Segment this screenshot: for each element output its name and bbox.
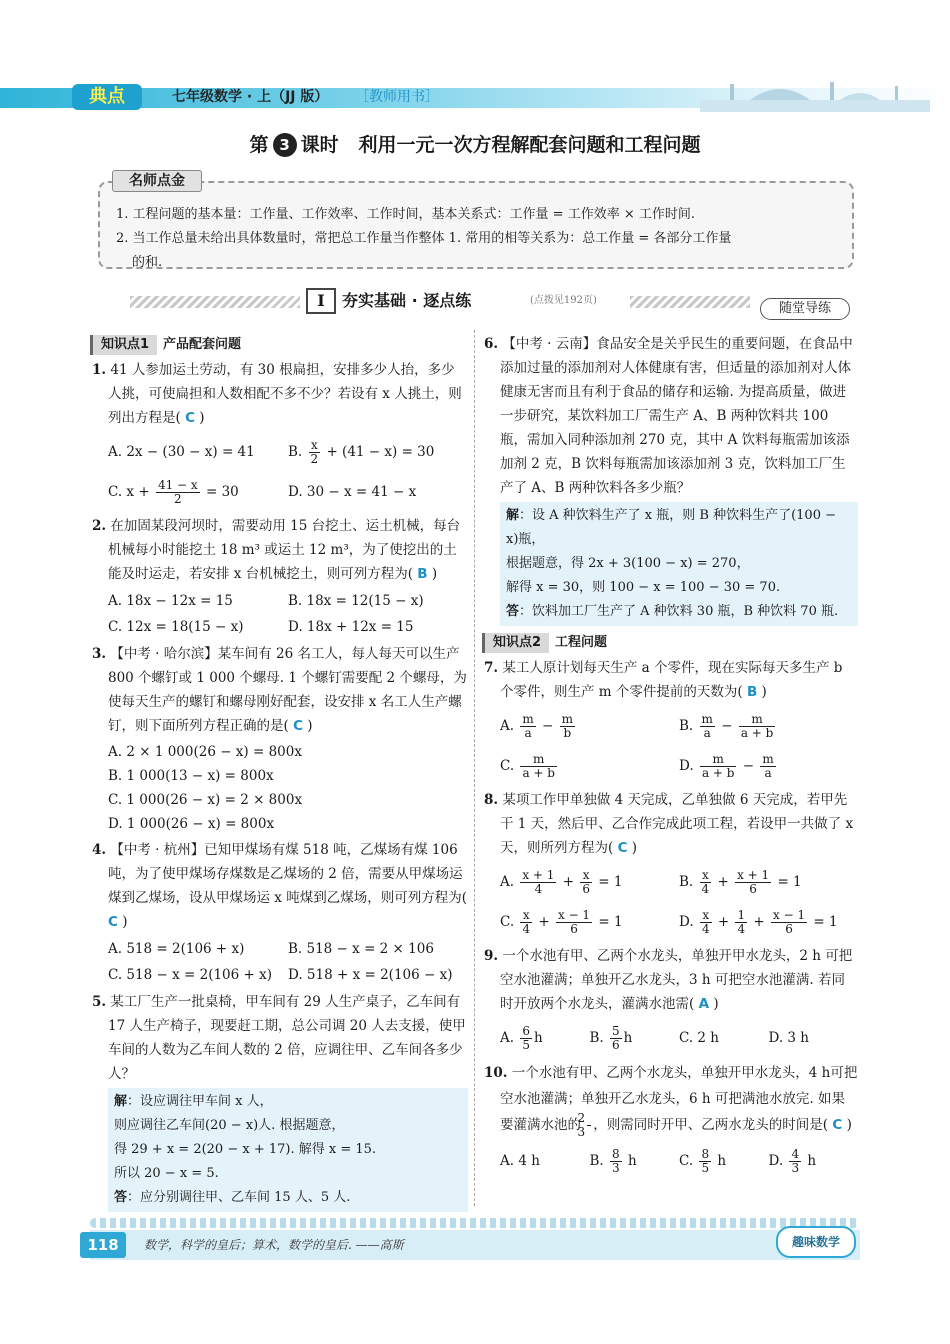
denominator: 2: [310, 452, 319, 466]
question-number: 9.: [484, 948, 499, 964]
answer-text: ：应分别调往甲、乙车间 15 人、5 人.: [127, 1190, 351, 1205]
option-c: [108, 472, 288, 512]
q2-options: [90, 588, 468, 640]
option-c: C. 12x = 18(15 − x): [108, 619, 244, 635]
answer-label: 答: [506, 604, 520, 619]
option-d: D. 1 000(26 − x) = 800x: [108, 816, 275, 832]
knowledge-point-2: [482, 630, 858, 652]
paren-close: ): [846, 1117, 852, 1133]
answer-letter: C: [185, 410, 195, 426]
question-number: 4.: [92, 842, 107, 858]
question-3: [90, 642, 468, 738]
option-c: C. 518 − x = 2(106 + x): [108, 967, 272, 983]
option-a: A. 2x − (30 − x) = 41: [108, 444, 255, 460]
answer-letter: C: [293, 718, 303, 734]
option-b-label: B.: [288, 444, 303, 460]
question-7: [482, 656, 858, 704]
question-1: [90, 358, 468, 430]
option-a: A. 2 × 1 000(26 − x) = 800x: [108, 744, 302, 760]
question-10: [482, 1060, 858, 1139]
q7-options: [482, 706, 858, 786]
section-page-ref: (点拨见192页): [530, 295, 597, 306]
option-c: C. $\frac{m}{a + b}$: [500, 752, 555, 780]
question-text: 在加固某段河坝时，需要动用 15 台挖土、运土机械，每台机械每小时能挖土 18 m³ 或运土 12 m³，为了使挖出的土能及时运走，若安排 x 台机械挖土，则可列方程为(: [108, 518, 461, 582]
answer-letter: B: [417, 566, 428, 582]
option-b: B. $\frac{8}{3}$ h: [589, 1147, 637, 1175]
kp-tag: 知识点1: [90, 335, 157, 355]
answer-text: ：饮料加工厂生产了 A 种饮料 30 瓶，B 种饮料 70 瓶.: [519, 604, 839, 619]
fraction: $\frac{2}{3}$: [587, 1112, 591, 1139]
question-text-2: ，则需同时开甲、乙两水龙头的时间是(: [593, 1117, 829, 1133]
question-number: 3.: [92, 646, 107, 662]
option-c: C. $\frac{8}{5}$ h: [679, 1147, 727, 1175]
book-title: 七年级数学 · 上（JJ 版）: [172, 89, 329, 105]
q5-solution: [108, 1088, 468, 1212]
brand-logo: 典点: [72, 84, 142, 110]
kp-tag: 知识点2: [482, 633, 549, 653]
solution-line: 得 29 + x = 2(20 − x + 17). 解得 x = 15.: [114, 1142, 377, 1157]
question-text: 一个水池有甲、乙两个水龙头，单独开甲水龙头，4 h可把空水池灌满；单独开乙水龙头，6 h 可把满池水放完. 如果要灌满水池的: [500, 1065, 858, 1133]
answer-letter: A: [698, 996, 710, 1012]
question-2: [90, 514, 468, 586]
q6-solution: [500, 502, 858, 626]
tips-label: 名师点金: [112, 170, 202, 192]
question-number: 2.: [92, 518, 107, 534]
page-header: [0, 78, 950, 114]
right-column: [482, 332, 858, 1183]
question-9: [482, 944, 858, 1016]
paren-close: ): [122, 914, 128, 930]
tips-text: [116, 203, 842, 275]
tips-line-3: 的和.: [132, 255, 163, 270]
solution-text: ：设应调往甲车间 x 人，: [127, 1094, 273, 1109]
answer-label: 答: [114, 1190, 128, 1205]
kp-name: 产品配套问题: [163, 337, 242, 352]
option-c: C. 2 h: [679, 1030, 720, 1046]
option-d: D. $\frac{m}{a + b}$ − $\frac{m}{a}$: [679, 752, 774, 780]
option-d: D. $\frac{4}{3}$ h: [768, 1147, 817, 1175]
lesson-title: [0, 132, 950, 158]
question-4: [90, 838, 468, 934]
question-number: 5.: [92, 994, 107, 1010]
option-b: B. $\frac{m}{a}$ − $\frac{m}{a + b}$: [679, 712, 774, 740]
fraction: [156, 479, 200, 506]
solution-line: [506, 504, 852, 552]
paren-close: ): [761, 684, 767, 700]
solution-line: 解得 x = 30，则 100 − x = 100 − 30 = 70.: [506, 580, 781, 595]
answer-letter: C: [832, 1117, 843, 1133]
question-text: 一个水池有甲、乙两个水龙头，单独开甲水龙头，2 h 可把空水池灌满；单独开乙水龙头，3 h 可把空水池灌满. 若同时开放两个水龙头，灌满水池需(: [500, 948, 853, 1012]
question-5: [90, 990, 468, 1086]
fun-math-badge: 趣味数学: [776, 1226, 856, 1258]
option-d: D. 3 h: [768, 1030, 809, 1046]
question-8: [482, 788, 858, 860]
option-b: [288, 432, 468, 472]
tips-line-2: 2. 当工作总量未给出具体数量时，常把总工作量当作整体 1. 常用的相等关系为：总工作量 = 各部分工作量: [116, 231, 732, 246]
banner-stripes-right: [630, 296, 750, 308]
lesson-suffix: 课时: [300, 134, 339, 156]
tips-line-1: 1. 工程问题的基本量：工作量、工作效率、工作时间，基本关系式：工作量 = 工作效率 × 工作时间.: [116, 207, 695, 222]
lesson-name: 利用一元一次方程解配套问题和工程问题: [358, 134, 701, 156]
option-b: B. 1 000(13 − x) = 800x: [108, 768, 274, 784]
option-b: B. 518 − x = 2 × 106: [288, 941, 434, 957]
option-a: A. 518 = 2(106 + x): [108, 941, 245, 957]
paren-close: ): [713, 996, 719, 1012]
option-b: B. $\frac{x}{4}$ + $\frac{x + 1}{6}$ = 1: [679, 868, 802, 896]
q9-options: [482, 1018, 858, 1058]
guide-button[interactable]: 随堂导练: [760, 298, 850, 320]
numerator: 41 − x: [157, 478, 198, 492]
option-c: C. $\frac{x}{4}$ + $\frac{x - 1}{6}$ = 1: [500, 908, 623, 936]
question-number: 1.: [92, 362, 107, 378]
q10-options: [482, 1141, 858, 1181]
q8-options: [482, 862, 858, 942]
option-b: B. $\frac{5}{6}$ h: [589, 1024, 633, 1052]
banner-stripes-left: [130, 296, 300, 308]
option-b-rest: + (41 − x) = 30: [326, 444, 435, 460]
option-b: B. 18x = 12(15 − x): [288, 593, 424, 609]
option-d: D. $\frac{x}{4}$ + $\frac{1}{4}$ + $\frac{x - 1}{6}$ = 1: [679, 908, 838, 936]
paren-close: ): [199, 410, 205, 426]
question-text: 某工人原计划每天生产 a 个零件，现在实际每天多生产 b 个零件，则生产 m 个零件提前的天数为(: [500, 660, 843, 700]
answer-letter: C: [617, 840, 628, 856]
question-text: 【中考 · 杭州】已知甲煤场有煤 518 吨，乙煤场有煤 106 吨，为了使甲煤场存煤数是乙煤场的 2 倍，需要从甲煤场运煤到乙煤场，设从甲煤场运 x 吨煤到乙煤场，则可列方程为(: [108, 842, 467, 906]
kp-name: 工程问题: [555, 635, 608, 650]
mosque-skyline-icon: [690, 78, 940, 112]
footer-quote: 数学，科学的皇后；算术，数学的皇后. ——高斯: [144, 1238, 404, 1252]
option-a: A. $\frac{x + 1}{4}$ + $\frac{x}{6}$ = 1: [500, 868, 623, 896]
footer-wave: [90, 1218, 860, 1228]
answer-letter: B: [746, 684, 758, 700]
page-number: 118: [80, 1232, 126, 1258]
q4-options: [90, 936, 468, 988]
knowledge-point-1: [90, 332, 468, 354]
paren-close: ): [307, 718, 313, 734]
question-number: 6.: [484, 336, 499, 352]
option-a: A. $\frac{m}{a}$ − $\frac{m}{b}$: [500, 712, 574, 740]
solution-label: 解: [114, 1094, 128, 1109]
denominator: 2: [174, 492, 182, 506]
solution-line: 则应调往乙车间(20 − x)人. 根据题意，: [114, 1118, 345, 1133]
solution-label: 解: [506, 508, 520, 523]
option-d: D. 18x + 12x = 15: [288, 619, 414, 635]
book-tag: ［教师用书］: [355, 89, 439, 105]
question-number: 7.: [484, 660, 499, 676]
fraction: [309, 439, 321, 466]
option-c-label: C. x +: [108, 484, 150, 500]
section-title: 夯实基础 · 逐点练: [342, 291, 472, 310]
question-number: 10.: [484, 1065, 508, 1081]
option-c: C. 1 000(26 − x) = 2 × 800x: [108, 792, 303, 808]
option-d: D. 30 − x = 41 − x: [288, 484, 417, 500]
lesson-number: 3: [273, 133, 297, 157]
option-c-rest: = 30: [205, 484, 239, 500]
question-number: 8.: [484, 792, 499, 808]
q1-options: [90, 432, 468, 512]
question-text: 【中考 · 哈尔滨】某车间有 26 名工人，每人每天可以生产 800 个螺钉或 1 000 个螺母. 1 个螺钉需要配 2 个螺母，为使每天生产的螺钉和螺母刚好配套，设安排 x 名工人生产螺钉，则下面所列方程正确的是(: [108, 646, 467, 734]
question-text: 某工厂生产一批桌椅，甲车间有 29 人生产桌子，乙车间有 17 人生产椅子，现要赶工期，总公司调 20 人去支援，使甲车间的人数为乙车间人数的 2 倍，应调往甲、乙车间各多少人？: [108, 994, 466, 1082]
paren-close: ): [631, 840, 638, 856]
question-text: 41 人参加运土劳动，有 30 根扁担，安排多少人抬，多少人挑，可使扁担和人数相配不多不少？若设有 x 人挑土，则列出方程是(: [108, 362, 462, 426]
option-d: D. 518 + x = 2(106 − x): [288, 967, 453, 983]
solution-line: [506, 600, 852, 624]
option-a: A. $\frac{6}{5}$ h: [500, 1024, 543, 1052]
section-number: I: [306, 288, 336, 314]
numerator: x: [309, 439, 321, 453]
left-column: [90, 332, 468, 1216]
column-divider: [474, 330, 475, 1206]
option-a: A. 4 h: [500, 1153, 540, 1169]
solution-line: [114, 1090, 462, 1114]
solution-line: 所以 20 − x = 5.: [114, 1166, 219, 1181]
answer-letter: C: [108, 914, 118, 930]
option-a: A. 18x − 12x = 15: [108, 593, 233, 609]
solution-text: ：设 A 种饮料生产了 x 瓶，则 B 种饮料生产了(100 − x)瓶，: [506, 508, 836, 547]
solution-line: 根据题意，得 2x + 3(100 − x) = 270，: [506, 556, 750, 571]
section-banner: [130, 288, 830, 316]
question-6: [482, 332, 858, 500]
q3-options: [90, 740, 468, 836]
lesson-prefix: 第: [249, 134, 269, 156]
question-text: 某项工作甲单独做 4 天完成，乙单独做 6 天完成，若甲先干 1 天，然后甲、乙合作完成此项工程，若设甲一共做了 x 天，则所列方程为(: [500, 792, 854, 856]
solution-line: [114, 1186, 462, 1210]
question-text: 【中考 · 云南】食品安全是关乎民生的重要问题，在食品中添加过量的添加剂对人体健康有害，但适量的添加剂对人体健康无害而且有利于食品的储存和运输. 为提高质量，做进一步研究，某饮料加工厂需生产 A、B 两种饮料共 100 瓶，需加入同种添加剂 270 克，其中 A 饮料每瓶需加该添加剂 2 克，B 饮料每瓶需加该添加剂 3 克，饮料加工厂生产了 A、B 两种饮料各多少瓶？: [500, 336, 853, 496]
paren-close: ): [431, 566, 438, 582]
